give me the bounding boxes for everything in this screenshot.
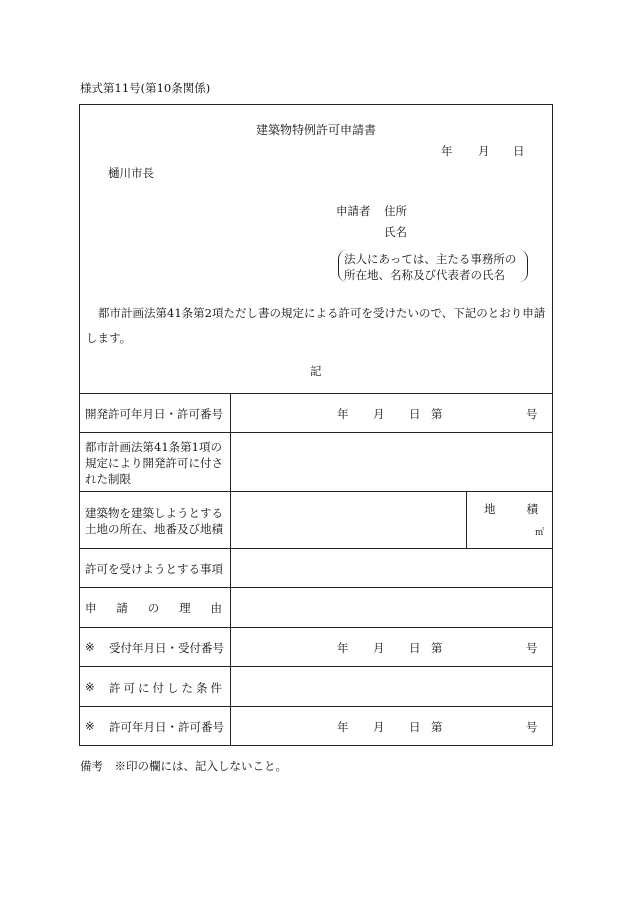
conditions-label-char: 付 [152,681,164,695]
conditions-mark: ※ [85,680,95,694]
conditions-label-char: 許 [109,681,121,695]
land-label-line2: 土地の所在、地番及び地積 [85,522,223,536]
dev-permit-go: 号 [526,407,538,421]
notes: 備考 ※印の欄には、記入しないこと。 [80,759,287,773]
permit-date-mark: ※ [85,719,95,733]
reason-label-char: 理 [179,601,191,615]
corporate-note-line1: 法人にあっては、主たる事務所の [344,252,517,266]
permit-date-dai: 第 [431,720,443,734]
conditions-label-char: た [181,681,193,695]
row-rule-2 [79,491,553,492]
receipt-month: 月 [373,641,385,655]
addressee: 樋川市長 [108,166,154,180]
dev-permit-year: 年 [337,407,349,421]
reason-label [85,600,222,616]
date-day-label: 日 [513,144,525,158]
permit-date-month: 月 [373,720,385,734]
form-number: 様式第11号(第10条関係) [80,81,211,95]
permit-date-label: 許可年月日・許可番号 [109,720,224,734]
reason-label-char: 請 [116,601,128,615]
row-rule-1 [79,432,553,433]
date-month-label: 月 [478,144,490,158]
permit-date-go: 号 [526,720,538,734]
row-rule-7 [79,706,553,707]
name-label: 氏名 [384,225,407,239]
permit-date-day: 日 [409,720,421,734]
receipt-mark: ※ [85,640,95,654]
restriction-label-line3: れた制限 [85,472,131,486]
application-statement: 都市計画法第41条第2項ただし書の規定による許可を受けたいので、下記のとおり申請します。 [86,306,546,345]
dev-permit-dai: 第 [431,407,443,421]
dev-permit-month: 月 [373,407,385,421]
dev-permit-label: 開発許可年月日・許可番号 [85,407,223,421]
reason-label-char: 申 [85,601,97,615]
receipt-dai: 第 [431,641,443,655]
reason-label-char: 由 [210,601,222,615]
area-label [484,501,538,517]
area-column-rule [466,491,467,548]
receipt-go: 号 [526,641,538,655]
area-label-char: 積 [526,502,538,516]
conditions-label-char: し [167,681,179,695]
receipt-year: 年 [337,641,349,655]
conditions-label-char: 件 [210,681,222,695]
reason-label-char: の [147,601,160,615]
row-rule-6 [79,666,553,667]
permit-date-year: 年 [337,720,349,734]
restriction-label-line1: 都市計画法第41条第1項の [85,440,222,454]
land-label-line1: 建築物を建築しようとする [85,506,223,520]
corporate-note-line2: 所在地、名称及び代表者の氏名 [344,268,505,282]
form-title: 建築物特例許可申請書 [256,123,377,137]
permit-matter-label: 許可を受けようとする事項 [85,562,223,576]
restriction-label-line2: 規定により開発許可に付さ [85,456,223,470]
receipt-label: 受付年月日・受付番号 [109,641,224,655]
receipt-day: 日 [409,641,421,655]
conditions-label-char: 条 [196,681,208,695]
applicant-label: 申請者 [336,204,371,218]
ki-label: 記 [310,364,322,378]
row-rule-5 [79,627,553,628]
conditions-label-char: に [138,681,150,695]
row-rule-4 [79,587,553,588]
area-unit: ㎡ [535,528,545,538]
table-top-rule [79,393,553,394]
area-label-char: 地 [484,502,496,516]
label-column-rule [230,393,231,746]
address-label: 住所 [384,204,407,218]
row-rule-3 [79,548,553,549]
conditions-label-char: 可 [123,681,135,695]
dev-permit-day: 日 [409,407,421,421]
date-year-label: 年 [441,144,453,158]
conditions-label [109,680,222,696]
